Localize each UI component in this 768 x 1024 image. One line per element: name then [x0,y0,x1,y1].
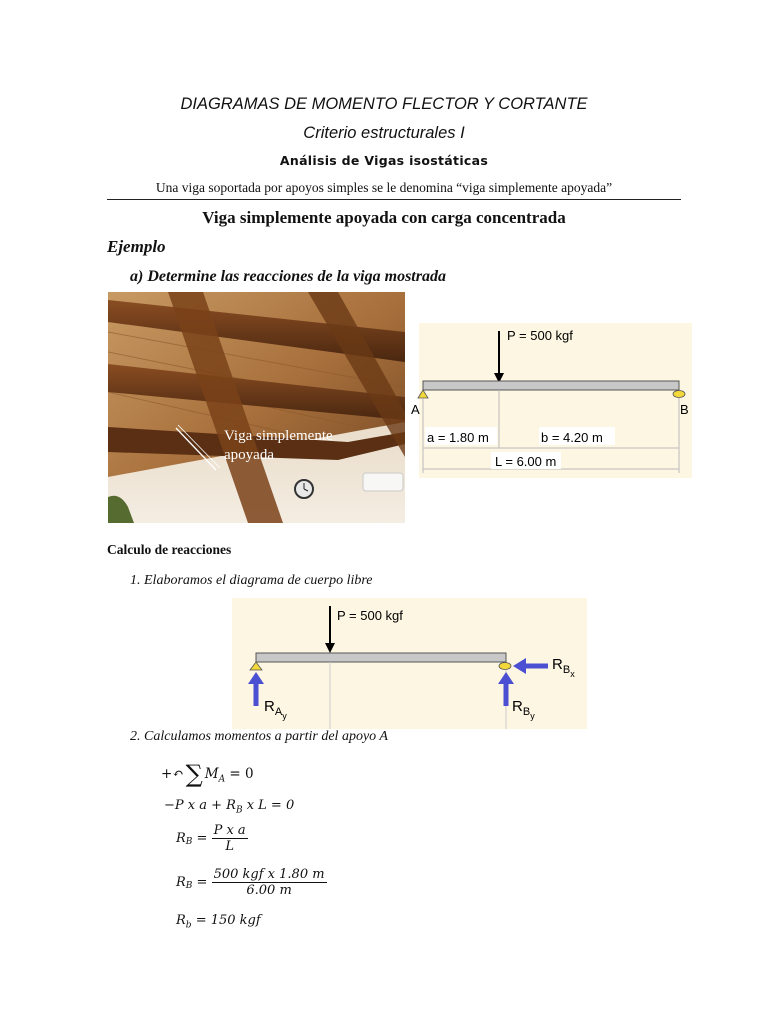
equation-rb-formula: R $_B$ = $\frac{\text{P x a}}{L}$ [176,823,246,854]
dimension-a: a = 1.80 m [427,430,489,445]
intro-sentence: Una viga soportada por apoyos simples se le denomina “viga simplemente apoyada” [155,180,613,195]
document-subtitle: Análisis de Vigas isostáticas [279,153,489,168]
equation-moment-balance: −P x $a + R_B$ x L = 0 [164,798,295,816]
step-2: 2. Calculamos momentos a partir del apoyo A [130,729,388,744]
beam-diagram [405,323,692,478]
support-b-icon [499,663,511,670]
calc-heading: Calculo de reacciones [107,542,232,557]
example-label: Ejemplo [107,237,166,256]
beam [423,381,679,390]
free-body-diagram [232,598,587,729]
support-b-icon [673,391,685,398]
reaction-bx-label: $R_{Bx}$ [552,656,575,679]
load-label: P = 500 kgf [337,608,403,623]
dimension-l: L = 6.00 m [495,454,557,469]
support-a-label: A [411,402,420,417]
equation-sum-moments: +↶∑ $M_A = 0$ [161,760,254,788]
section-title: Viga simplemente apoyada con carga concentrada [202,208,566,227]
beam [256,653,506,662]
document-title: DIAGRAMAS DE MOMENTO FLECTOR Y CORTANTE [180,95,588,113]
reaction-by-label: $R_{By}$ [512,698,535,721]
photo-label-line1: Viga simplemente [224,428,333,444]
header-divider [107,199,681,200]
beam-photo [108,292,405,523]
question-a: a) Determine las reacciones de la viga mostrada [130,268,446,285]
equation-rb-result: $R_b = 150$ kgf [176,913,261,931]
course-name: Criterio estructurales I [303,124,465,142]
step-1: 1. Elaboramos el diagrama de cuerpo libre [130,573,373,588]
dimension-b: b = 4.20 m [541,430,603,445]
equation-rb-substitution: R $_B$ = 500 kgf x 1.80 m 6.00 m [176,867,325,898]
load-label: P = 500 kgf [507,328,573,343]
support-b-label: B [680,402,689,417]
photo-label-line2: apoyada [224,447,274,463]
reaction-ay-label: $R_{Ay}$ [264,698,287,721]
